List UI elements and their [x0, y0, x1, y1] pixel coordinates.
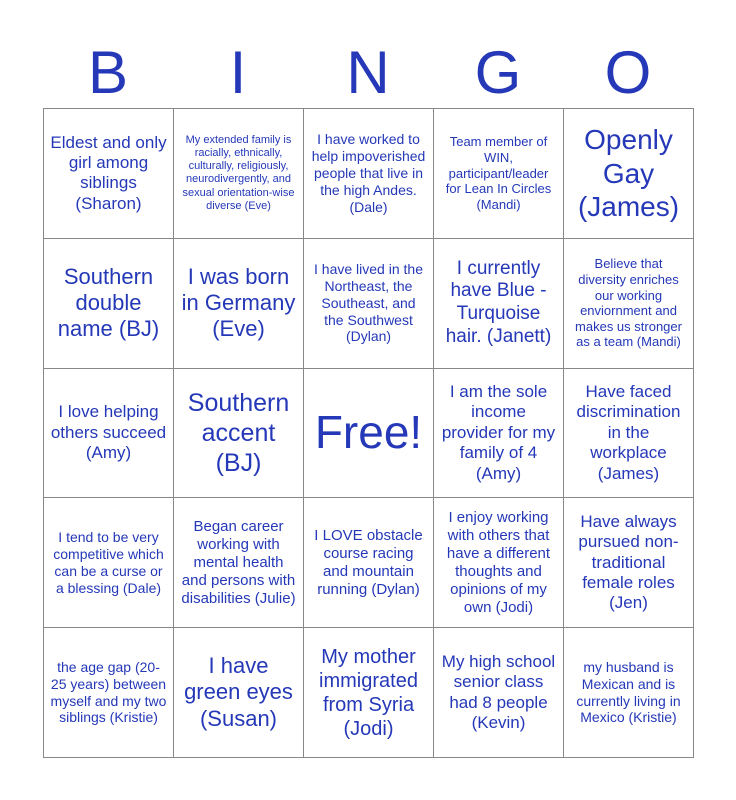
- bingo-cell[interactable]: the age gap (20-25 years) between myself and my two siblings (Kristie): [44, 628, 174, 758]
- bingo-card: [43, 108, 694, 758]
- header-letter-i: I: [229, 39, 247, 106]
- bingo-cell[interactable]: Eldest and only girl among siblings (Sharon): [44, 109, 174, 239]
- bingo-cell[interactable]: I enjoy working with others that have a different thoughts and opinions of my own (Jodi): [434, 498, 564, 628]
- bingo-cell[interactable]: my husband is Mexican and is currently living in Mexico (Kristie): [564, 628, 694, 758]
- bingo-cell[interactable]: I have worked to help impoverished people that live in the high Andes. (Dale): [304, 109, 434, 239]
- bingo-cell[interactable]: Southern accent (BJ): [174, 369, 304, 499]
- bingo-cell[interactable]: Believe that diversity enriches our working enviornment and makes us stronger as a team (Mandi): [564, 239, 694, 369]
- bingo-cell[interactable]: My high school senior class had 8 people (Kevin): [434, 628, 564, 758]
- header-letter-o: O: [604, 39, 652, 106]
- bingo-cell[interactable]: I was born in Germany (Eve): [174, 239, 304, 369]
- bingo-cell[interactable]: I have green eyes (Susan): [174, 628, 304, 758]
- bingo-cell[interactable]: I currently have Blue - Turquoise hair. (Janett): [434, 239, 564, 369]
- bingo-cell[interactable]: I love helping others succeed (Amy): [44, 369, 174, 499]
- bingo-cell[interactable]: Began career working with mental health and persons with disabilities (Julie): [174, 498, 304, 628]
- bingo-cell[interactable]: Have faced discrimination in the workplace (James): [564, 369, 694, 499]
- bingo-cell[interactable]: Southern double name (BJ): [44, 239, 174, 369]
- bingo-header: [43, 38, 693, 108]
- bingo-cell[interactable]: Openly Gay (James): [564, 109, 694, 239]
- bingo-cell[interactable]: Team member of WIN, participant/leader for Lean In Circles (Mandi): [434, 109, 564, 239]
- free-space[interactable]: Free!: [304, 369, 434, 499]
- bingo-cell[interactable]: I have lived in the Northeast, the Southeast, and the Southwest (Dylan): [304, 239, 434, 369]
- bingo-cell[interactable]: Have always pursued non-traditional female roles (Jen): [564, 498, 694, 628]
- bingo-cell[interactable]: I LOVE obstacle course racing and mountain running (Dylan): [304, 498, 434, 628]
- header-letter-n: N: [346, 39, 390, 106]
- header-letter-b: B: [87, 39, 129, 106]
- bingo-cell[interactable]: I am the sole income provider for my family of 4 (Amy): [434, 369, 564, 499]
- bingo-cell[interactable]: My mother immigrated from Syria (Jodi): [304, 628, 434, 758]
- bingo-cell[interactable]: I tend to be very competitive which can be a curse or a blessing (Dale): [44, 498, 174, 628]
- bingo-cell[interactable]: My extended family is racially, ethnically, culturally, religiously, neurodivergently, and sexual orientation-wise diverse (Eve): [174, 109, 304, 239]
- header-letter-g: G: [474, 39, 522, 106]
